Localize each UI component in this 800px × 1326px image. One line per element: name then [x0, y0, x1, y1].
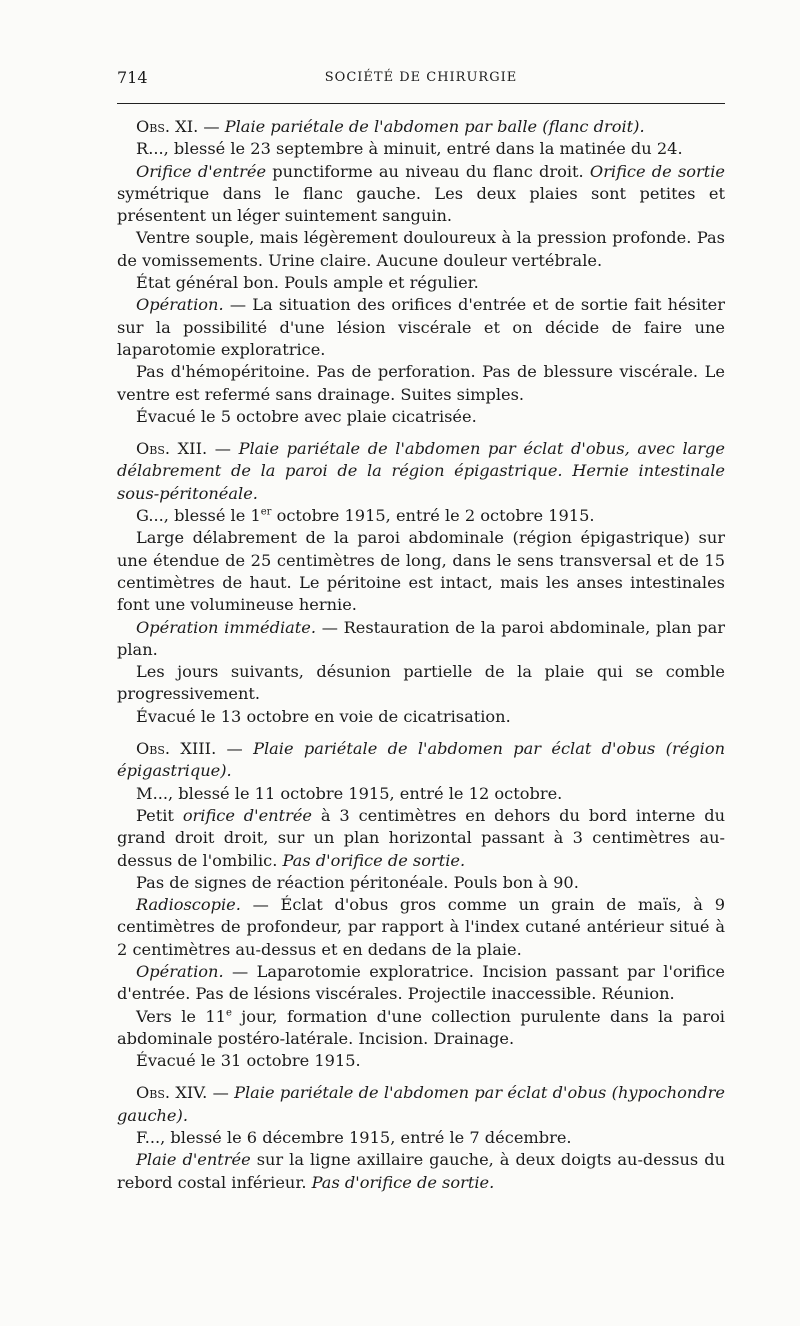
- obs-title: Plaie pariétale de l'abdomen par éclat d'obus (hypochondre gauche).: [117, 1083, 725, 1125]
- italic-term: Pas d'orifice de sortie.: [311, 1172, 495, 1192]
- paragraph: [117, 617, 725, 662]
- obs-title: Plaie pariétale de l'abdomen par éclat d'obus, avec large délabrement de la paroi de la région épigastrique. Hernie intestinale sous-péritonéale.: [117, 439, 726, 503]
- dash: —: [207, 1083, 235, 1103]
- paragraph: Évacué le 13 octobre en voie de cicatrisation.: [136, 706, 511, 726]
- italic-term: Pas d'orifice de sortie.: [282, 850, 466, 870]
- text: G..., blessé le 1: [136, 506, 261, 526]
- paragraph: [117, 1006, 725, 1051]
- text: sur la ligne axillaire gauche, à deux doigts au-dessus du rebord costal inférieur.: [117, 1150, 726, 1192]
- page-body: [117, 116, 725, 1194]
- paragraph: [117, 294, 725, 361]
- paragraph: [117, 961, 725, 1006]
- obs-title: Plaie pariétale de l'abdomen par éclat d'obus (région épigastrique).: [117, 739, 725, 781]
- paragraph: [117, 894, 725, 961]
- paragraph: Évacué le 31 octobre 1915.: [136, 1051, 361, 1071]
- paragraph: F..., blessé le 6 décembre 1915, entré le 7 décembre.: [136, 1128, 572, 1148]
- text: à 3 centimètres en dehors du bord interne du grand droit droit, sur un plan horizontal passant à 3 centimètres au-dessus de l'ombilic.: [117, 805, 725, 870]
- text: — Restauration de la paroi abdominale, plan par plan.: [117, 617, 725, 659]
- paragraph: Large délabrement de la paroi abdominale (région épigastrique) sur une étendue de 25 centimètres de long, dans le sens transversal et de 15 centimètres de haut. Le péritoine est intact, mais les anses intestinales font une volumineuse hernie.: [117, 528, 725, 615]
- paragraph: [117, 505, 725, 527]
- italic-term: orifice d'entrée: [182, 805, 313, 825]
- italic-term: Opération immédiate.: [136, 617, 317, 637]
- italic-term: Radioscopie.: [136, 895, 241, 915]
- obs-12-heading: [117, 438, 725, 505]
- italic-term: Plaie d'entrée: [136, 1150, 251, 1170]
- obs-label: Obs. XI.: [136, 117, 199, 136]
- running-title: SOCIÉTÉ DE CHIRURGIE: [324, 70, 518, 85]
- paragraph: Les jours suivants, désunion partielle de la plaie qui se comble progressivement.: [117, 662, 725, 704]
- text: punctiforme au niveau du flanc droit.: [266, 161, 590, 181]
- text: — Éclat d'obus gros comme un grain de maïs, à 9 centimètres de profondeur, par rapport à l'index cutané antérieur situé à 2 centimètres au-dessus et en dedans de la plaie.: [117, 895, 725, 959]
- dash: —: [207, 439, 239, 459]
- superscript: e: [225, 1007, 232, 1019]
- header-rule: [117, 103, 725, 104]
- text: symétrique dans le flanc gauche. Les deux plaies sont petites et présentent un léger suintement sanguin.: [117, 183, 725, 226]
- obs-13-heading: [117, 738, 725, 783]
- text: Vers le 11: [136, 1006, 226, 1026]
- text: — La situation des orifices d'entrée et de sortie fait hésiter sur la possibilité d'une lésion viscérale et on décide de faire une laparotomie exploratrice.: [117, 295, 725, 359]
- paragraph: [117, 161, 725, 228]
- obs-title: Plaie pariétale de l'abdomen par balle (flanc droit).: [224, 117, 645, 136]
- text: jour, formation d'une collection purulente dans la paroi abdominale postéro-latérale. Incision. Drainage.: [117, 1006, 725, 1048]
- page-header: [117, 64, 725, 92]
- page-number: 714: [117, 68, 148, 87]
- paragraph: Évacué le 5 octobre avec plaie cicatrisée.: [136, 406, 477, 426]
- dash: —: [216, 739, 254, 759]
- paragraph: [117, 805, 725, 872]
- paragraph: Pas d'hémopéritoine. Pas de perforation. Pas de blessure viscérale. Le ventre est refermé sans drainage. Suites simples.: [117, 362, 725, 404]
- italic-term: Opération.: [136, 295, 224, 315]
- dash: —: [198, 117, 225, 136]
- italic-term: Opération.: [136, 961, 224, 981]
- italic-term: Orifice de sortie: [589, 161, 725, 181]
- paragraph: Pas de signes de réaction péritonéale. Pouls bon à 90.: [136, 872, 579, 892]
- obs-label: Obs. XIII.: [136, 739, 217, 759]
- paragraph: [117, 1149, 725, 1194]
- paragraph: Ventre souple, mais légèrement douloureux à la pression profonde. Pas de vomissements. Urine claire. Aucune douleur vertébrale.: [117, 228, 725, 270]
- paragraph: R..., blessé le 23 septembre à minuit, entré dans la matinée du 24.: [136, 139, 683, 159]
- obs-label: Obs. XIV.: [136, 1083, 208, 1103]
- text: Petit: [136, 805, 183, 825]
- obs-11-heading: [117, 116, 725, 138]
- paragraph: État général bon. Pouls ample et régulier.: [136, 273, 479, 293]
- text: — Laparotomie exploratrice. Incision passant par l'orifice d'entrée. Pas de lésions viscérales. Projectile inaccessible. Réunion.: [117, 961, 725, 1004]
- obs-label: Obs. XII.: [136, 439, 208, 459]
- obs-14-heading: [117, 1082, 725, 1127]
- superscript: er: [260, 506, 272, 518]
- paragraph: M..., blessé le 11 octobre 1915, entré le 12 octobre.: [136, 783, 563, 803]
- italic-term: Orifice d'entrée: [136, 161, 267, 181]
- text: octobre 1915, entré le 2 octobre 1915.: [271, 506, 595, 526]
